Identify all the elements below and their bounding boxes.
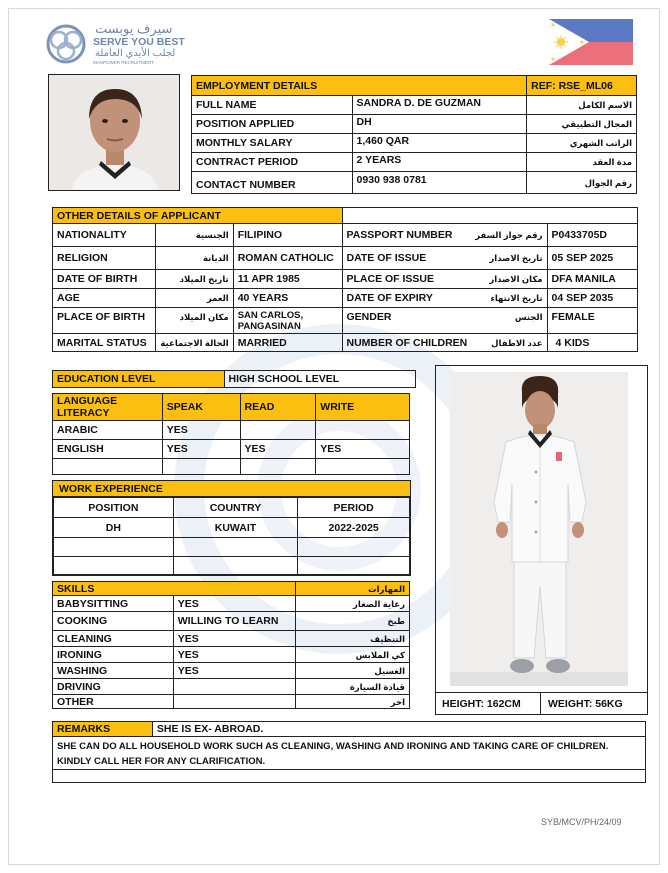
logo-emblem-icon: [45, 23, 87, 65]
arabic-nationality: الجنسية: [195, 230, 229, 240]
label-place-of-birth: PLACE OF BIRTH: [53, 308, 156, 334]
value-position-applied: DH: [352, 115, 527, 134]
work-experience-table: [53, 497, 410, 575]
other-details-table: [52, 207, 638, 352]
write-header: WRITE: [316, 394, 410, 421]
value-number-of-children: 4 KIDS: [547, 334, 637, 352]
skill-driving: DRIVING: [53, 679, 174, 695]
arabic-place-of-birth: مكان الميلاد: [179, 312, 229, 322]
value-contact-number: 0930 938 0781: [352, 172, 527, 194]
remarks-header: REMARKS: [53, 722, 153, 737]
skill-cleaning-arabic: التنظيف: [370, 633, 405, 644]
skill-ironing: IRONING: [53, 647, 174, 663]
skill-cleaning-value: YES: [173, 631, 295, 647]
value-contract-period: 2 YEARS: [352, 153, 527, 172]
remarks-line-2: KINDLY CALL HER FOR ANY CLARIFICATION.: [57, 756, 266, 767]
logo-subtitle: MANPOWER RECRUITMENT: [93, 60, 154, 65]
value-date-of-expiry: 04 SEP 2035: [547, 289, 637, 308]
remarks-empty-row: [53, 770, 646, 783]
language-empty: [53, 459, 163, 475]
work-experience-header-bar: [53, 481, 410, 497]
company-logo: [45, 21, 205, 71]
skill-other-arabic: اخر: [390, 696, 405, 707]
profile-photo: [48, 74, 180, 191]
cv-page: [8, 8, 660, 865]
education-label: EDUCATION LEVEL: [53, 371, 225, 388]
value-place-of-issue: DFA MANILA: [547, 270, 637, 289]
arabic-full-name: الاسم الكامل: [578, 100, 632, 110]
english-write: YES: [316, 440, 410, 459]
arabic-passport-number: رقم جواز السفر: [475, 230, 543, 240]
label-position-applied: POSITION APPLIED: [192, 115, 353, 134]
full-body-photo: [450, 372, 628, 686]
label-gender: GENDER: [342, 308, 471, 334]
label-full-name: FULL NAME: [192, 96, 353, 115]
skill-other: OTHER: [53, 695, 174, 709]
arabic-number-of-children: عدد الاطفال: [491, 337, 543, 348]
work-period-empty: [298, 538, 410, 557]
weight-value: WEIGHT: 56KG: [548, 698, 623, 710]
height-value: HEIGHT: 162CM: [442, 698, 521, 710]
logo-arabic-name: سيرف يوبست: [95, 21, 173, 36]
skill-cooking: COOKING: [53, 612, 174, 631]
arabic-gender: الجنس: [514, 312, 543, 322]
value-monthly-salary: 1,460 QAR: [352, 134, 527, 153]
skills-header-arabic: المهارات: [368, 583, 405, 594]
work-country-empty-2: [173, 557, 298, 575]
empty-write: [316, 459, 410, 475]
skill-cooking-value: WILLING TO LEARN: [173, 612, 295, 631]
empty-speak: [162, 459, 240, 475]
skill-ironing-arabic: كي الملابس: [355, 649, 405, 660]
skills-header: SKILLS: [53, 582, 296, 596]
read-header: READ: [240, 394, 316, 421]
value-passport-number: P0433705D: [547, 224, 637, 247]
work-period: 2022-2025: [298, 518, 410, 538]
label-date-of-expiry: DATE OF EXPIRY: [342, 289, 471, 308]
label-date-of-issue: DATE OF ISSUE: [342, 247, 471, 270]
english-speak: YES: [162, 440, 240, 459]
skill-other-value: [173, 695, 295, 709]
profile-portrait-icon: [49, 75, 180, 191]
skill-cooking-arabic: طبخ: [387, 616, 405, 626]
value-place-of-birth: SAN CARLOS, PANGASINAN: [233, 308, 342, 334]
label-religion: RELIGION: [53, 247, 156, 270]
value-full-name: SANDRA D. DE GUZMAN: [352, 96, 527, 115]
full-body-photo-frame: [435, 365, 648, 715]
arabic-write: [316, 421, 410, 440]
skill-washing: WASHING: [53, 663, 174, 679]
arabic-read: [240, 421, 316, 440]
work-position-empty: [54, 538, 174, 557]
label-number-of-children: NUMBER OF CHILDREN: [342, 334, 471, 352]
arabic-speak: YES: [162, 421, 240, 440]
language-arabic: ARABIC: [53, 421, 163, 440]
reference-number: REF: RSE_ML06: [527, 76, 637, 96]
value-age: 40 YEARS: [233, 289, 342, 308]
value-nationality: FILIPINO: [233, 224, 342, 247]
work-country-empty: [173, 538, 298, 557]
label-passport-number: PASSPORT NUMBER: [342, 224, 471, 247]
label-place-of-issue: PLACE OF ISSUE: [342, 270, 471, 289]
remarks-line-1: SHE CAN DO ALL HOUSEHOLD WORK SUCH AS CLEANING, WASHING AND IRONING AND TAKING CARE OF CHILDREN.: [57, 741, 609, 752]
arabic-date-of-issue: تاريخ الاصدار: [489, 253, 543, 263]
arabic-position-applied: المجال التطبيقي: [561, 119, 632, 129]
language-literacy-table: [52, 393, 410, 475]
remarks-table: [52, 721, 646, 783]
arabic-monthly-salary: الراتب الشهري: [569, 138, 632, 148]
value-religion: ROMAN CATHOLIC: [233, 247, 342, 270]
arabic-marital-status: الحالة الاجتماعية: [160, 337, 229, 348]
philippines-flag-icon: [549, 19, 633, 65]
label-contract-period: CONTRACT PERIOD: [192, 153, 353, 172]
remarks-summary: SHE IS EX- ABROAD.: [152, 722, 645, 737]
skill-driving-value: [173, 679, 295, 695]
work-experience-header: WORK EXPERIENCE: [59, 483, 163, 495]
arabic-religion: الديانة: [202, 253, 229, 263]
skill-cleaning: CLEANING: [53, 631, 174, 647]
value-marital-status: MARRIED: [233, 334, 342, 352]
arabic-contact-number: رقم الجوال: [584, 177, 632, 188]
logo-arabic-tagline: لجلب الأيدي العاملة: [95, 48, 176, 59]
empty-read: [240, 459, 316, 475]
speak-header: SPEAK: [162, 394, 240, 421]
arabic-contract-period: مدة العقد: [592, 157, 632, 167]
arabic-date-of-birth: تاريخ الميلاد: [179, 274, 229, 284]
label-age: AGE: [53, 289, 156, 308]
label-nationality: NATIONALITY: [53, 224, 156, 247]
skill-babysitting-arabic: رعاية الصغار: [353, 598, 405, 609]
arabic-place-of-issue: مكان الاصدار: [489, 274, 543, 284]
label-marital-status: MARITAL STATUS: [53, 334, 156, 352]
english-read: YES: [240, 440, 316, 459]
language-literacy-header: LANGUAGE LITERACY: [53, 394, 163, 421]
education-value: HIGH SCHOOL LEVEL: [224, 371, 415, 388]
work-period-empty-2: [298, 557, 410, 575]
education-table: [52, 370, 416, 388]
value-date-of-issue: 05 SEP 2025: [547, 247, 637, 270]
value-date-of-birth: 11 APR 1985: [233, 270, 342, 289]
label-contact-number: CONTACT NUMBER: [192, 172, 353, 194]
work-position-empty-2: [54, 557, 174, 575]
period-column-header: PERIOD: [298, 498, 410, 518]
skill-washing-value: YES: [173, 663, 295, 679]
label-date-of-birth: DATE OF BIRTH: [53, 270, 156, 289]
arabic-age: العمر: [206, 293, 229, 303]
value-gender: FEMALE: [547, 308, 637, 334]
skill-babysitting-value: YES: [173, 596, 295, 612]
language-english: ENGLISH: [53, 440, 163, 459]
skill-driving-arabic: قيادة السيارة: [349, 681, 405, 692]
skill-babysitting: BABYSITTING: [53, 596, 174, 612]
label-monthly-salary: MONTHLY SALARY: [192, 134, 353, 153]
skills-table: [52, 581, 410, 709]
employment-details-table: [191, 75, 637, 194]
logo-english-name: SERVE YOU BEST: [93, 36, 185, 48]
work-position: DH: [54, 518, 174, 538]
other-details-header: OTHER DETAILS OF APPLICANT: [53, 208, 343, 224]
position-column-header: POSITION: [54, 498, 174, 518]
full-body-figure-icon: [450, 372, 628, 686]
country-column-header: COUNTRY: [173, 498, 298, 518]
skill-ironing-value: YES: [173, 647, 295, 663]
skill-washing-arabic: الغسيل: [374, 665, 405, 676]
document-code: SYB/MCV/PH/24/09: [541, 817, 622, 827]
arabic-date-of-expiry: تاريخ الانتهاء: [490, 293, 543, 303]
work-country: KUWAIT: [173, 518, 298, 538]
employment-details-header: EMPLOYMENT DETAILS: [192, 76, 527, 96]
